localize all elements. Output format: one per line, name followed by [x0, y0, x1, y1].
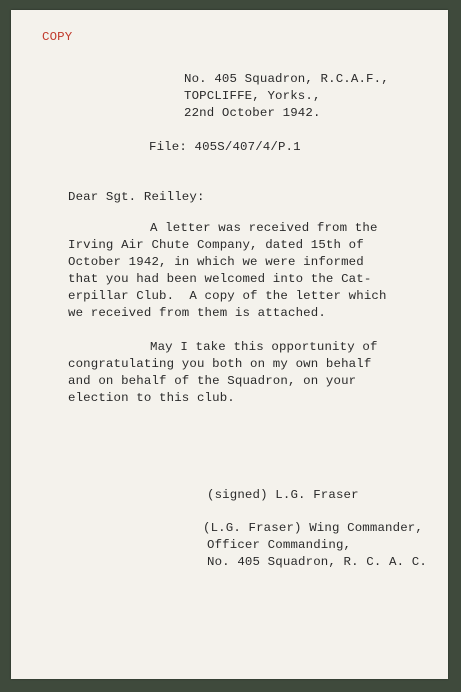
copy-stamp: COPY: [42, 30, 73, 44]
file-reference: File: 405S/407/4/P.1: [149, 140, 301, 154]
signature-block-line-2: Officer Commanding,: [207, 538, 352, 552]
paragraph2-line-3: and on behalf of the Squadron, on your: [68, 374, 357, 388]
address-line-1: No. 405 Squadron, R.C.A.F.,: [184, 72, 389, 86]
letter-page: [11, 10, 448, 679]
signature-block-line-3: No. 405 Squadron, R. C. A. C.: [207, 555, 427, 569]
salutation: Dear Sgt. Reilley:: [68, 190, 205, 204]
address-line-2: TOPCLIFFE, Yorks.,: [184, 89, 321, 103]
address-line-3: 22nd October 1942.: [184, 106, 321, 120]
signature-block-line-1: (L.G. Fraser) Wing Commander,: [203, 521, 423, 535]
paragraph1-line-4: that you had been welcomed into the Cat-: [68, 272, 372, 286]
paragraph1-line-3: October 1942, in which we were informed: [68, 255, 364, 269]
signed-line: (signed) L.G. Fraser: [207, 488, 359, 502]
paragraph2-line-2: congratulating you both on my own behalf: [68, 357, 372, 371]
paragraph1-line-1: A letter was received from the: [150, 221, 378, 235]
paragraph2-line-1: May I take this opportunity of: [150, 340, 378, 354]
paragraph1-line-5: erpillar Club. A copy of the letter which: [68, 289, 387, 303]
paragraph2-line-4: election to this club.: [68, 391, 235, 405]
paragraph1-line-2: Irving Air Chute Company, dated 15th of: [68, 238, 364, 252]
paragraph1-line-6: we received from them is attached.: [68, 306, 326, 320]
